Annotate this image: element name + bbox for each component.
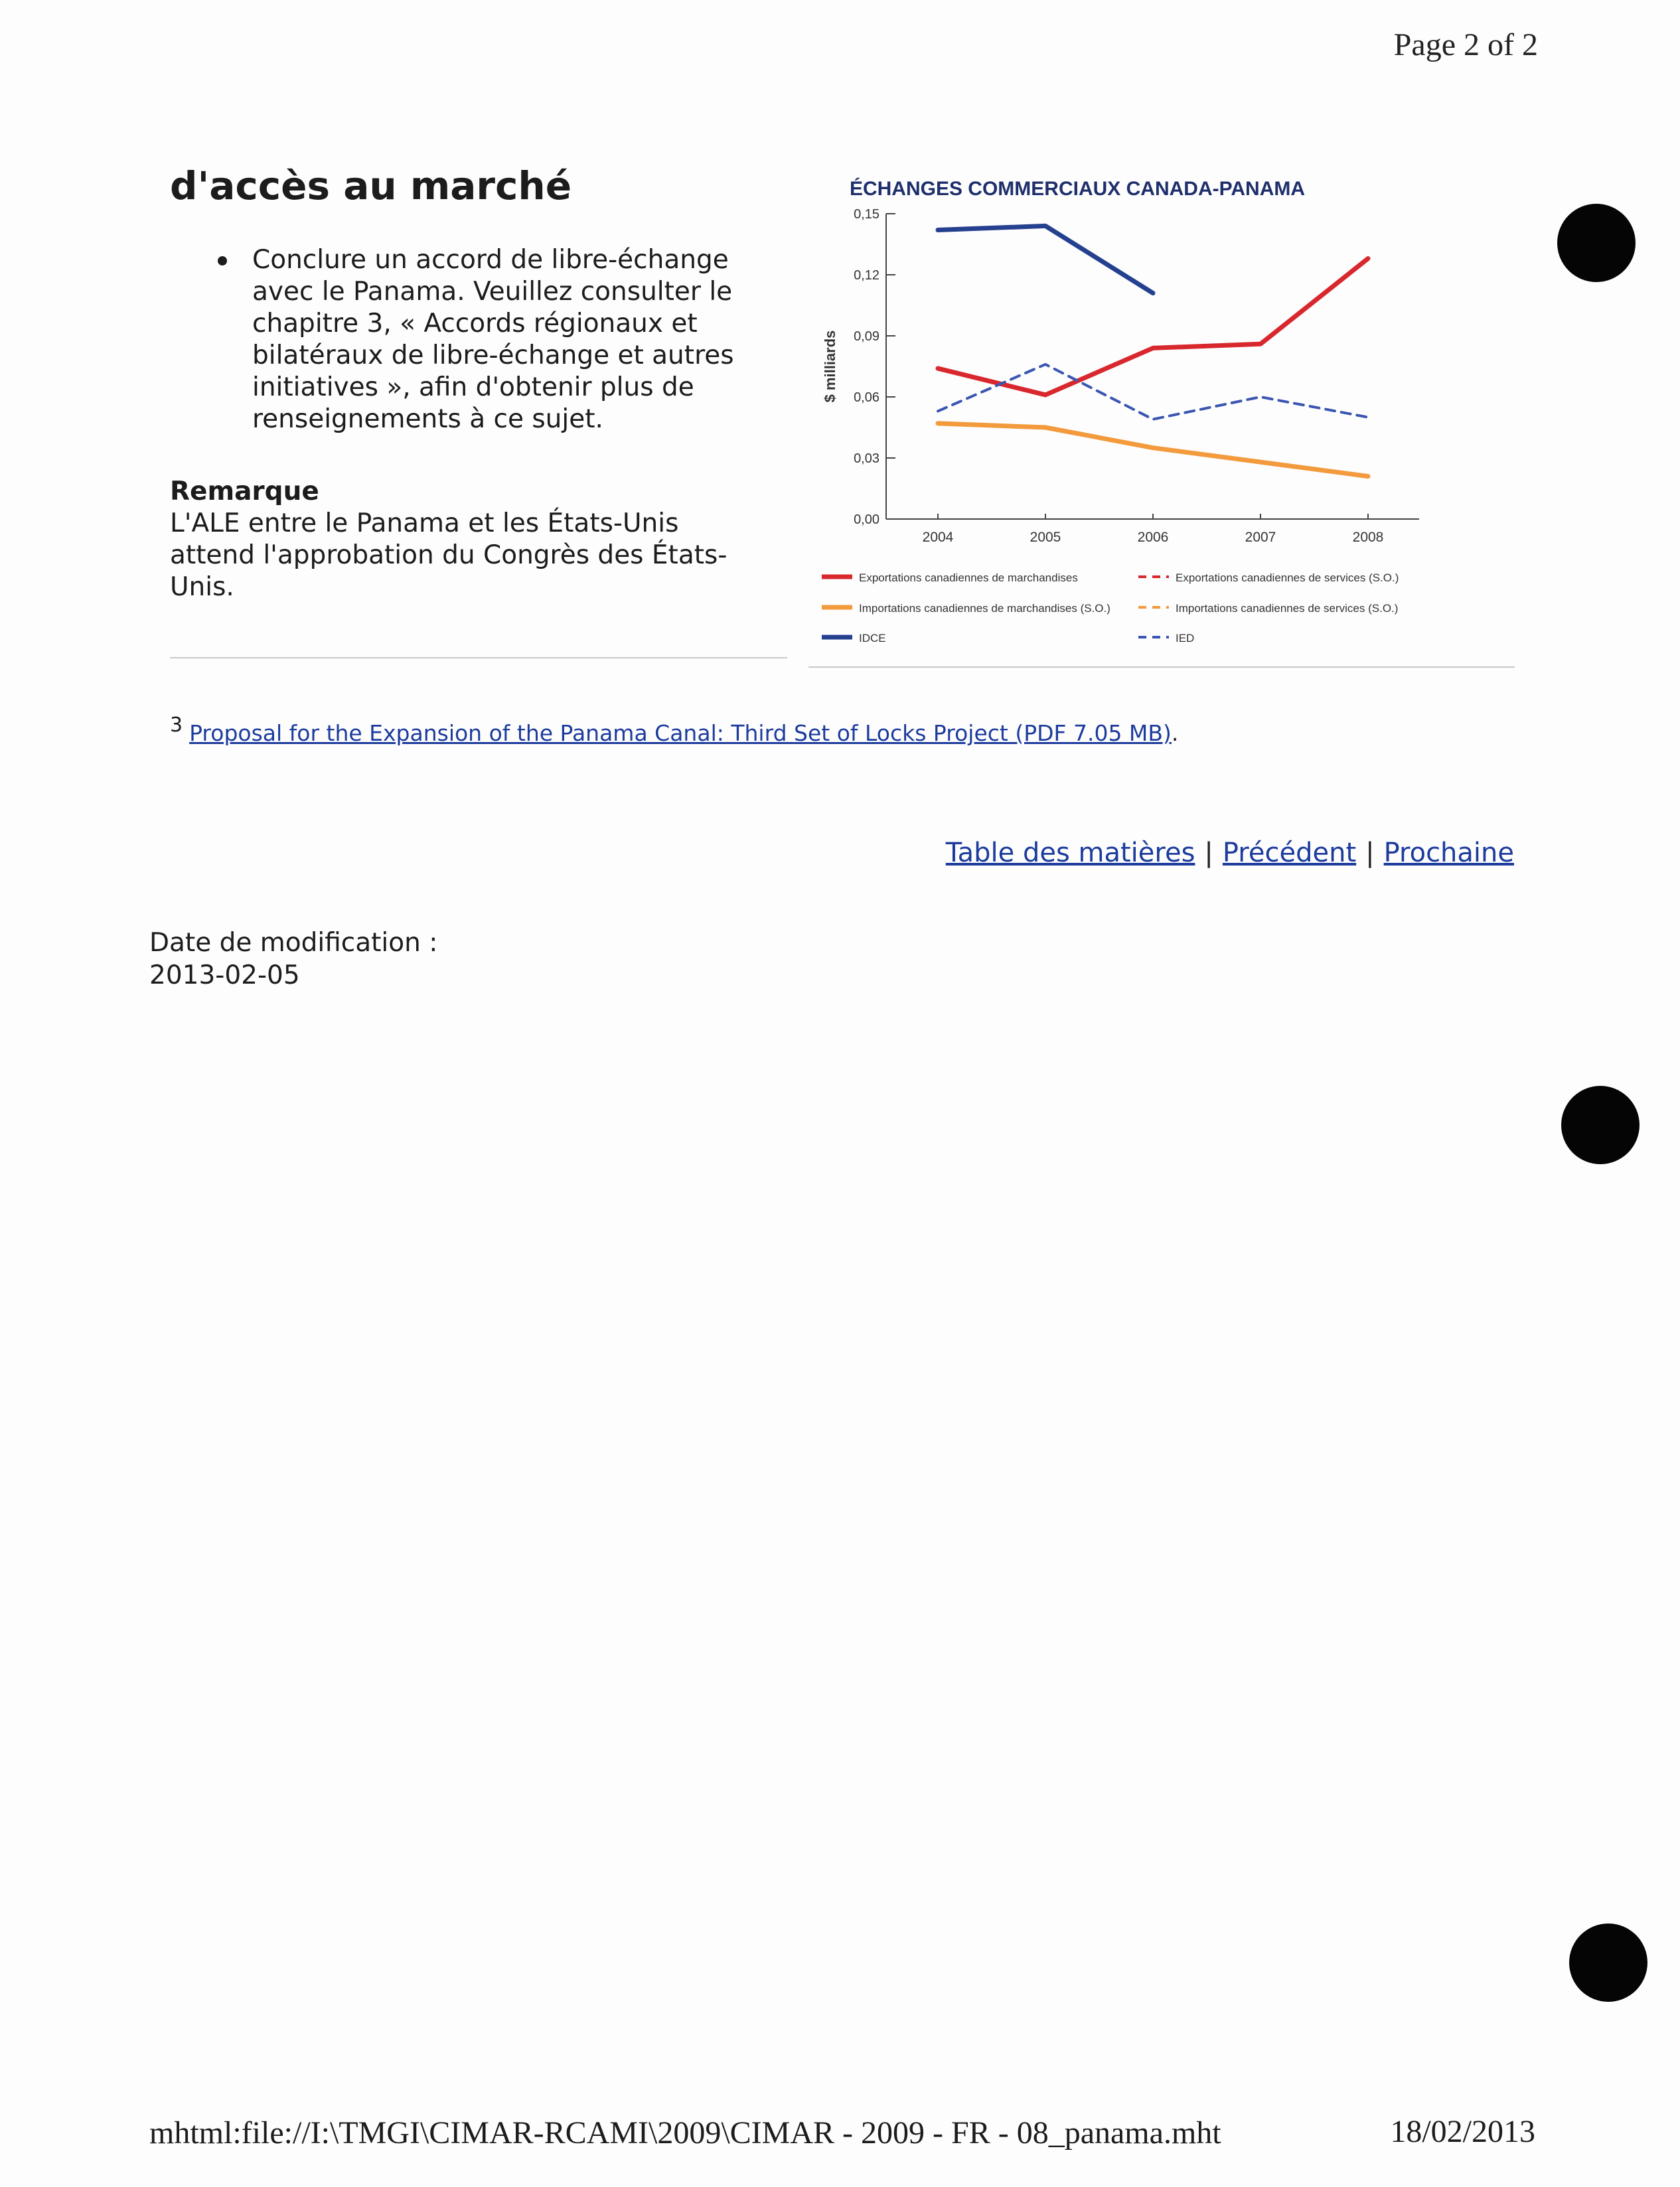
nav-separator: |: [1204, 838, 1213, 868]
punch-hole: [1561, 1086, 1640, 1164]
y-tick-label: 0,09: [854, 329, 879, 344]
y-tick-label: 0,12: [854, 268, 879, 283]
remark-title: Remarque: [170, 477, 319, 506]
trade-chart: [803, 166, 1434, 657]
x-tick-label: 2005: [1030, 530, 1061, 545]
modification-date: 2013-02-05: [149, 960, 300, 990]
list-item: Conclure un accord de libre-échange avec le Panama. Veuillez consulter le chapitre 3, « Accords régionaux et bilatéraux de libre-échange et autres initiatives », afin d'obtenir plus de renseignements à ce sujet.: [212, 244, 783, 435]
section-heading: d'accès au marché: [170, 163, 572, 208]
footnote-trailing: .: [1171, 720, 1179, 746]
divider: [808, 666, 1515, 668]
x-tick-label: 2006: [1137, 530, 1169, 545]
chart-axes: [854, 207, 1419, 545]
footnote-link[interactable]: Proposal for the Expansion of the Panama Canal: Third Set of Locks Project (PDF 7.05 MB): [189, 720, 1172, 746]
legend-label: Exportations canadiennes de marchandises: [859, 571, 1078, 584]
previous-link[interactable]: Précédent: [1222, 838, 1357, 868]
y-axis-label: $ milliards: [822, 330, 838, 403]
legend-label: Exportations canadiennes de services (S.O.): [1176, 571, 1399, 584]
punch-hole: [1557, 204, 1636, 282]
chart-title: ÉCHANGES COMMERCIAUX CANADA-PANAMA: [849, 178, 1306, 200]
footer-date: 18/02/2013: [1390, 2114, 1535, 2149]
footer-file-path: mhtml:file://I:\TMGI\CIMAR-RCAMI\2009\CIMAR - 2009 - FR - 08_panama.mht: [149, 2115, 1221, 2150]
nav-separator: |: [1365, 838, 1375, 868]
legend-label: Importations canadiennes de marchandises (S.O.): [859, 602, 1110, 615]
next-link[interactable]: Prochaine: [1383, 838, 1514, 868]
page-navigation: [946, 838, 1514, 868]
series-line: [938, 258, 1368, 394]
footnote: [170, 714, 1178, 746]
modification-label: Date de modification :: [149, 928, 438, 958]
bullet-list: [212, 244, 783, 435]
series-line: [938, 364, 1368, 419]
series-line: [938, 226, 1153, 293]
footnote-number: 3: [170, 714, 183, 737]
punch-hole: [1569, 1923, 1647, 2002]
x-tick-label: 2007: [1245, 530, 1276, 545]
y-tick-label: 0,15: [854, 207, 879, 222]
x-tick-label: 2004: [922, 530, 954, 545]
page-indicator: Page 2 of 2: [1393, 27, 1538, 62]
toc-link[interactable]: Table des matières: [945, 838, 1195, 868]
series-line: [938, 423, 1368, 477]
legend-label: IED: [1176, 632, 1195, 644]
chart-series: [938, 226, 1368, 476]
y-tick-label: 0,03: [854, 451, 879, 466]
x-tick-label: 2008: [1352, 530, 1384, 545]
chart-legend: [822, 571, 1399, 644]
legend-label: IDCE: [859, 632, 886, 644]
legend-label: Importations canadiennes de services (S.O.): [1176, 602, 1399, 615]
divider: [170, 657, 787, 658]
y-tick-label: 0,00: [854, 512, 879, 527]
y-tick-label: 0,06: [854, 390, 879, 405]
remark-text: L'ALE entre le Panama et les États-Unis attend l'approbation du Congrès des États-Unis.: [170, 508, 727, 602]
